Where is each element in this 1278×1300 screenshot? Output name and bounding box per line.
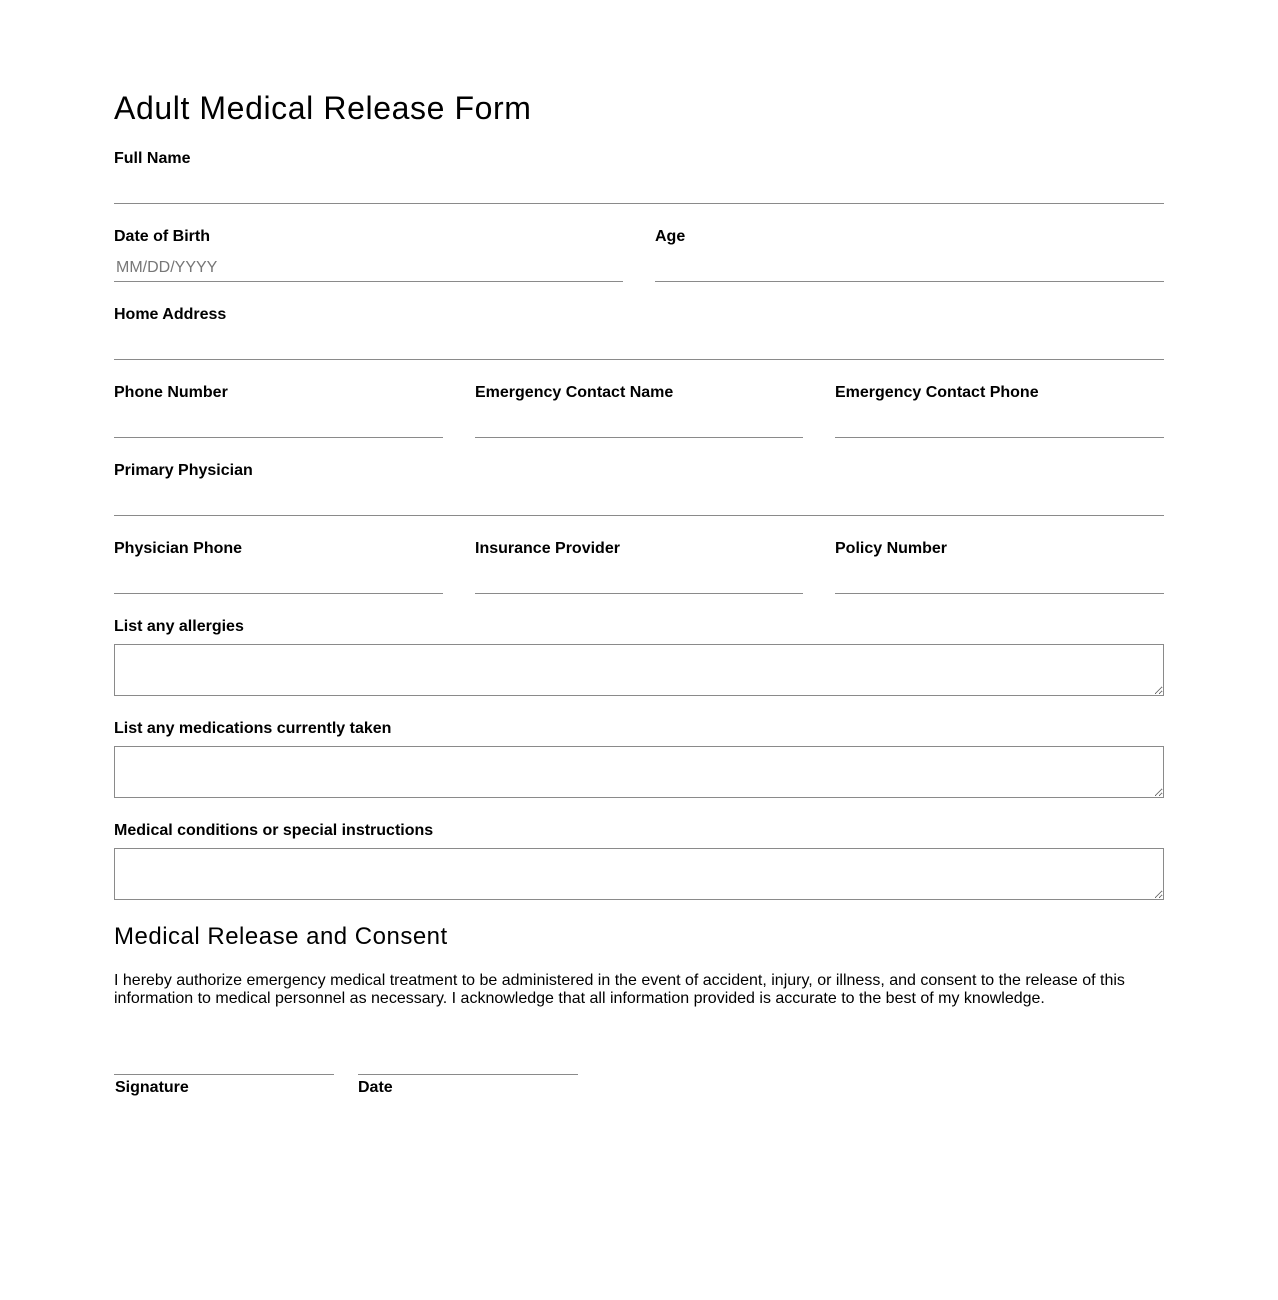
physician-phone-label: Physician Phone xyxy=(114,540,243,557)
date-of-birth-input[interactable] xyxy=(114,254,623,282)
primary-physician-input[interactable] xyxy=(114,488,1164,516)
emergency-contact-name-input[interactable] xyxy=(475,410,803,438)
emergency-contact-phone-group xyxy=(835,384,1164,438)
insurance-provider-label: Insurance Provider xyxy=(475,540,620,557)
allergies-group xyxy=(114,618,1164,696)
age-label: Age xyxy=(655,228,686,245)
policy-number-input[interactable] xyxy=(835,566,1164,594)
conditions-group xyxy=(114,822,1164,900)
home-address-input[interactable] xyxy=(114,332,1164,360)
policy-number-group xyxy=(835,540,1164,594)
date-label: Date xyxy=(358,1079,393,1096)
physician-phone-group xyxy=(114,540,443,594)
phone-number-group xyxy=(114,384,443,438)
physician-phone-input[interactable] xyxy=(114,566,443,594)
signature-line[interactable] xyxy=(114,1052,334,1075)
home-address-group xyxy=(114,306,1164,360)
phone-number-input[interactable] xyxy=(114,410,443,438)
date-of-birth-group xyxy=(114,228,623,282)
consent-text: I hereby authorize emergency medical treatment to be administered in the event of accident, injury, or illness, and consent to the release of this information to medical personnel as necessary. I acknowledge that all information provided is accurate to the best of my knowledge. xyxy=(114,972,1125,1007)
home-address-label: Home Address xyxy=(114,306,227,323)
date-block xyxy=(358,1052,578,1097)
medications-textarea[interactable] xyxy=(114,746,1164,798)
age-input[interactable] xyxy=(655,254,1164,282)
signature-block xyxy=(114,1052,334,1097)
age-group xyxy=(655,228,1164,282)
full-name-group xyxy=(114,150,1164,204)
full-name-input[interactable] xyxy=(114,176,1164,204)
medications-label: List any medications currently taken xyxy=(114,720,392,737)
primary-physician-label: Primary Physician xyxy=(114,462,253,479)
insurance-provider-input[interactable] xyxy=(475,566,803,594)
policy-number-label: Policy Number xyxy=(835,540,948,557)
phone-number-label: Phone Number xyxy=(114,384,228,401)
signature-label: Signature xyxy=(115,1079,189,1096)
date-of-birth-label: Date of Birth xyxy=(114,228,210,245)
allergies-label: List any allergies xyxy=(114,618,244,635)
primary-physician-group xyxy=(114,462,1164,516)
conditions-label: Medical conditions or special instructions xyxy=(114,822,434,839)
date-line[interactable] xyxy=(358,1052,578,1075)
insurance-provider-group xyxy=(475,540,803,594)
full-name-label: Full Name xyxy=(114,150,191,167)
medications-group xyxy=(114,720,1164,798)
emergency-contact-name-label: Emergency Contact Name xyxy=(475,384,674,401)
emergency-contact-phone-input[interactable] xyxy=(835,410,1164,438)
consent-heading: Medical Release and Consent xyxy=(114,923,448,950)
page-title: Adult Medical Release Form xyxy=(114,90,532,126)
emergency-contact-name-group xyxy=(475,384,803,438)
allergies-textarea[interactable] xyxy=(114,644,1164,696)
emergency-contact-phone-label: Emergency Contact Phone xyxy=(835,384,1039,401)
conditions-textarea[interactable] xyxy=(114,848,1164,900)
